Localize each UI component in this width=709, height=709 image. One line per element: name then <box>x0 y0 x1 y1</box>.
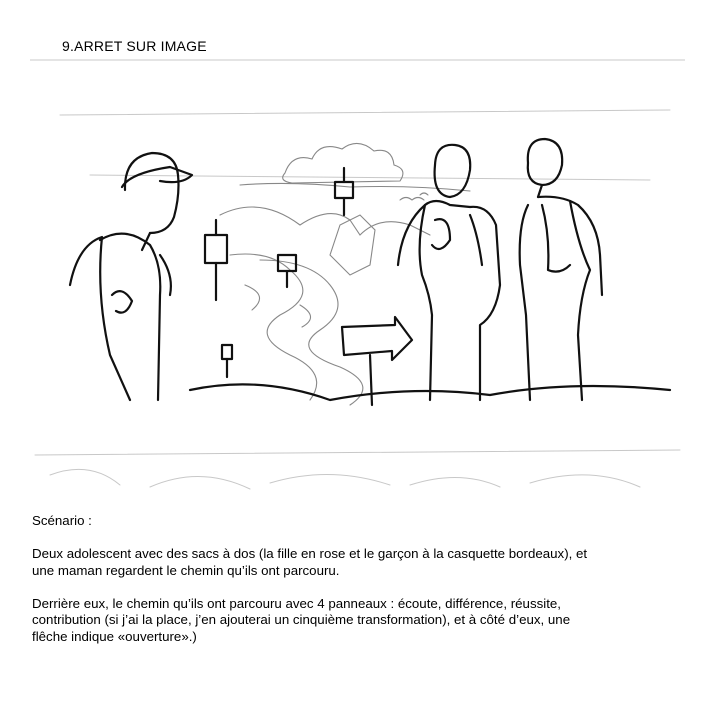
hills <box>220 207 430 235</box>
scenario-label: Scénario : <box>32 513 92 528</box>
signpost-4 <box>222 345 232 377</box>
background-faint-scribbles <box>50 469 640 489</box>
scenario-text-block <box>32 513 692 645</box>
storyboard-sketch <box>30 55 685 510</box>
paragraph-2-line-1: Derrière eux, le chemin qu’ils ont parcouru avec 4 panneaux : écoute, différence, réussite, <box>32 595 561 611</box>
signpost-3 <box>335 168 353 215</box>
mother <box>520 139 602 400</box>
paragraph-1-line-1: Deux adolescent avec des sacs à dos (la fille en rose et le garçon à la casquette bordeaux), et <box>32 546 588 561</box>
winding-path-right <box>260 260 363 405</box>
page-title: 9.ARRET SUR IMAGE <box>62 38 207 54</box>
paragraph-1-line-2: une maman regardent le chemin qu’ils ont parcouru. <box>32 562 340 578</box>
birds <box>400 193 428 200</box>
sketch-drawing <box>30 55 685 510</box>
signpost-1 <box>205 220 227 300</box>
paragraph-2-line-3: flêche indique «ouverture».) <box>32 628 197 644</box>
paragraph-2-line-2: contribution (si j’ai la place, j’en ajouterai un cinquième transformation), et à côté d’eux, une <box>32 612 571 627</box>
signpost-2 <box>278 255 296 287</box>
girl <box>398 145 500 400</box>
winding-path-left <box>230 254 317 400</box>
boy-with-cap <box>70 153 192 400</box>
path-details <box>245 285 311 327</box>
